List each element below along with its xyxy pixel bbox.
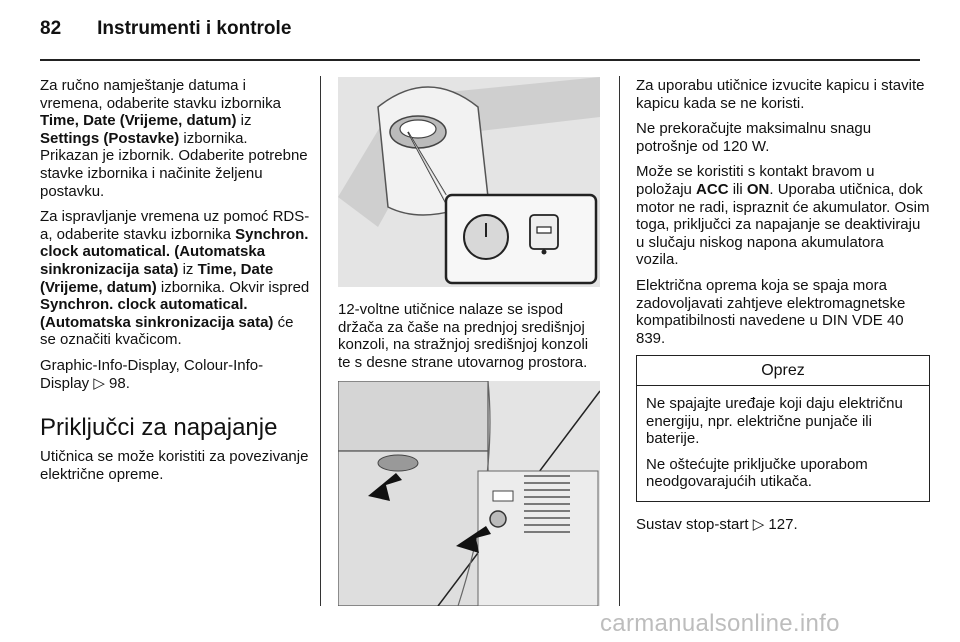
paragraph-emc: Električna oprema koja se spaja mora zadovoljavati zahtjeve elektromagnetske kompatibilnosti navedene u DIN VDE 40 839. xyxy=(636,276,906,347)
column-left xyxy=(40,77,310,491)
paragraph-rds-sync: Za ispravljanje vremena uz pomoć RDS-a, odaberite stavku izbornika Synchron. clock automatical. (Automatska sinkronizacija sata) iz Time, Date (Vrijeme, datum) izbornika. Okvir ispred Synchron. clock automatical. (Automatska sinkronizacija sata) će se označiti kvačicom. xyxy=(40,208,310,349)
paragraph-info-display: Graphic-Info-Display, Colour-Info-Display ▷ 98. xyxy=(40,356,264,392)
watermark-text: carmanualsonline.info xyxy=(600,610,840,637)
socket-locations-illustration xyxy=(338,381,600,606)
power-outlet-illustration xyxy=(338,77,600,287)
chapter-title: Instrumenti i kontrole xyxy=(97,18,292,39)
column-middle xyxy=(338,77,602,606)
paragraph-socket-intro: Utičnica se može koristiti za povezivanje električne opreme. xyxy=(40,448,309,483)
section-title: Priključci za napajanje xyxy=(40,414,278,442)
paragraph-cap: Za uporabu utičnice izvucite kapicu i stavite kapicu kada se ne koristi. xyxy=(636,77,925,112)
page-header xyxy=(40,18,291,40)
paragraph-date-time: Za ručno namještanje datuma i vremena, odaberite stavku izbornika Time, Date (Vrijeme, datum) iz Settings (Postavke) izbornika. Prikazan je izbornik. Odaberite potrebne stavke izbornika i načinite željenu postavku. xyxy=(40,77,308,200)
header-rule xyxy=(40,59,920,61)
paragraph-max-power: Ne prekoračujte maksimalnu snagu potrošnje od 120 W. xyxy=(636,120,872,155)
column-divider-2 xyxy=(619,76,620,606)
page-number: 82 xyxy=(40,18,62,39)
caution-title: Oprez xyxy=(637,356,929,386)
caution-text-2: Ne oštećujte priključke uporabom neodgovarajućih utikača. xyxy=(646,455,868,491)
column-right xyxy=(636,77,930,541)
column-divider-1 xyxy=(320,76,321,606)
paragraph-stop-start: Sustav stop-start ▷ 127. xyxy=(636,515,798,533)
caution-text-1: Ne spajajte uređaje koji daju električnu energiju, npr. električne punjače ili baterije. xyxy=(646,394,903,448)
caution-box xyxy=(636,355,930,502)
paragraph-ignition: Može se koristiti s kontakt bravom u položaju ACC ili ON. Uporaba utičnica, dok motor ne radi, ispraznit će akumulator. Osim toga, priključci za napajanje se deaktiviraju u slučaju niskog napona akumulatora vozila. xyxy=(636,163,930,269)
figure-caption: 12-voltne utičnice nalaze se ispod držača za čaše na prednjoj središnjoj konzoli, na stražnjoj središnjoj konzoli te s desne strane utovarnog prostora. xyxy=(338,301,589,371)
